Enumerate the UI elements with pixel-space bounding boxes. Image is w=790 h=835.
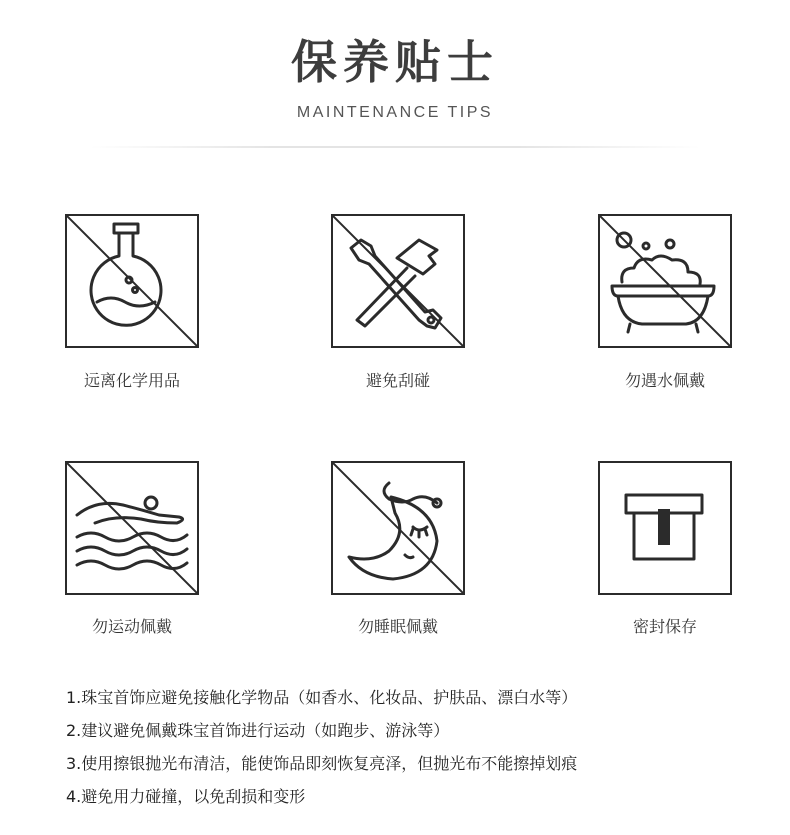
- sealed-box-icon: [600, 463, 730, 593]
- page-title: 保养贴士: [291, 35, 499, 89]
- chemical-card: [65, 214, 199, 348]
- card-label: 勿遇水佩戴: [624, 371, 705, 390]
- card-label: 远离化学用品: [83, 371, 180, 390]
- tip-item: 3.使用擦银抛光布清洁，能使饰品即刻恢复亮泽，但抛光布不能擦掉划痕: [66, 754, 578, 773]
- page-subtitle: MAINTENANCE TIPS: [296, 104, 494, 121]
- swimming-icon: [67, 463, 197, 593]
- card-label: 密封保存: [632, 617, 697, 636]
- sleep-card: [331, 461, 465, 595]
- header-divider: [90, 146, 700, 148]
- card-label: 勿睡眠佩戴: [357, 617, 438, 636]
- tip-item: 4.避免用力碰撞，以免刮损和变形: [66, 787, 306, 806]
- tip-item: 2.建议避免佩戴珠宝首饰进行运动（如跑步、游泳等）: [66, 721, 450, 740]
- chemical-flask-icon: [67, 216, 197, 346]
- sport-card: [65, 461, 199, 595]
- card-label: 勿运动佩戴: [91, 617, 172, 636]
- sleeping-moon-icon: [333, 463, 463, 593]
- scratch-card: [331, 214, 465, 348]
- water-card: [598, 214, 732, 348]
- card-label: 避免刮碰: [365, 371, 430, 390]
- bathtub-icon: [600, 216, 730, 346]
- seal-card: [598, 461, 732, 595]
- tips-list: [66, 681, 766, 813]
- tip-item: 1.珠宝首饰应避免接触化学物品（如香水、化妆品、护肤品、漂白水等）: [66, 688, 578, 707]
- tools-icon: [333, 216, 463, 346]
